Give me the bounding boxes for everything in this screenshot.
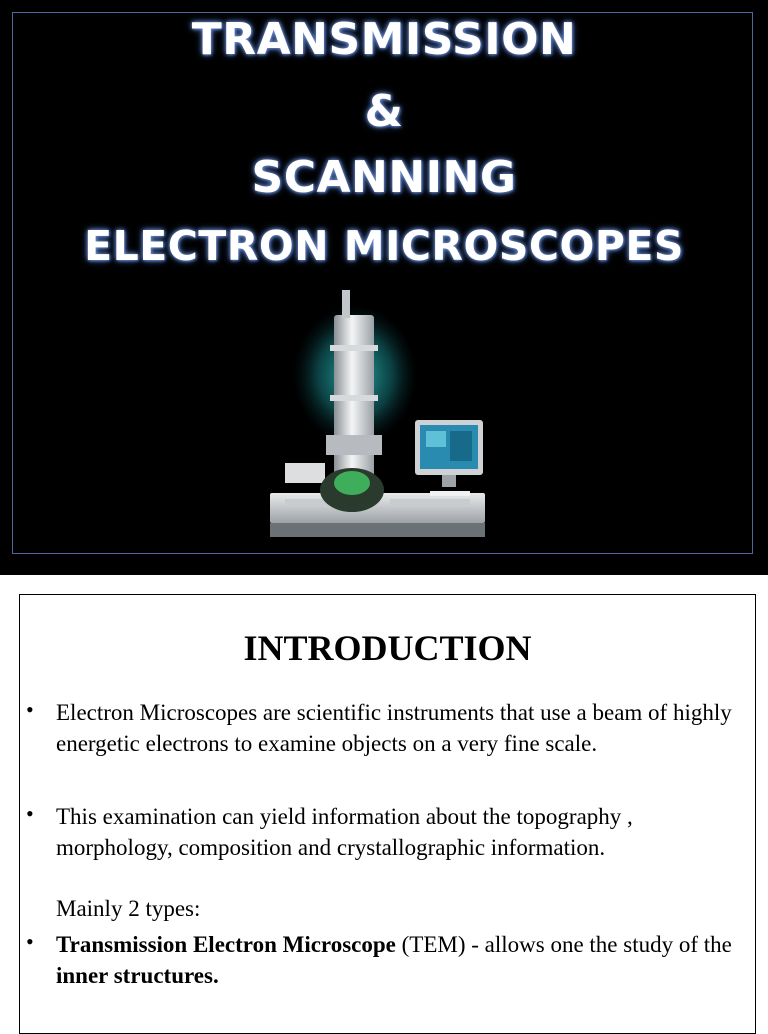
title-line-3: SCANNING xyxy=(251,152,517,203)
tem-description: (TEM) - allows one the study of the xyxy=(395,932,732,957)
bullet-text xyxy=(56,929,746,991)
title-line-4: ELECTRON MICROSCOPES xyxy=(84,222,684,270)
title-line-2: & xyxy=(364,86,404,137)
types-intro-text: Mainly 2 types: xyxy=(56,896,201,921)
tem-emphasis: inner structures. xyxy=(56,963,219,988)
bullet-icon: • xyxy=(26,801,34,826)
introduction-slide xyxy=(19,594,756,1034)
bullet-icon: • xyxy=(26,929,34,954)
bullet-icon: • xyxy=(26,697,34,722)
electron-microscope-image xyxy=(260,285,500,570)
slide-heading: INTRODUCTION xyxy=(243,628,532,668)
bullet-text: Electron Microscopes are scientific instruments that use a beam of highly energetic electrons to examine objects on a very fine scale. xyxy=(56,700,732,756)
title-line-1: TRANSMISSION xyxy=(191,14,577,65)
bullet-text: This examination can yield information about the topography , morphology, composition and crystallographic information. xyxy=(56,804,633,860)
tem-name: Transmission Electron Microscope xyxy=(56,932,396,957)
